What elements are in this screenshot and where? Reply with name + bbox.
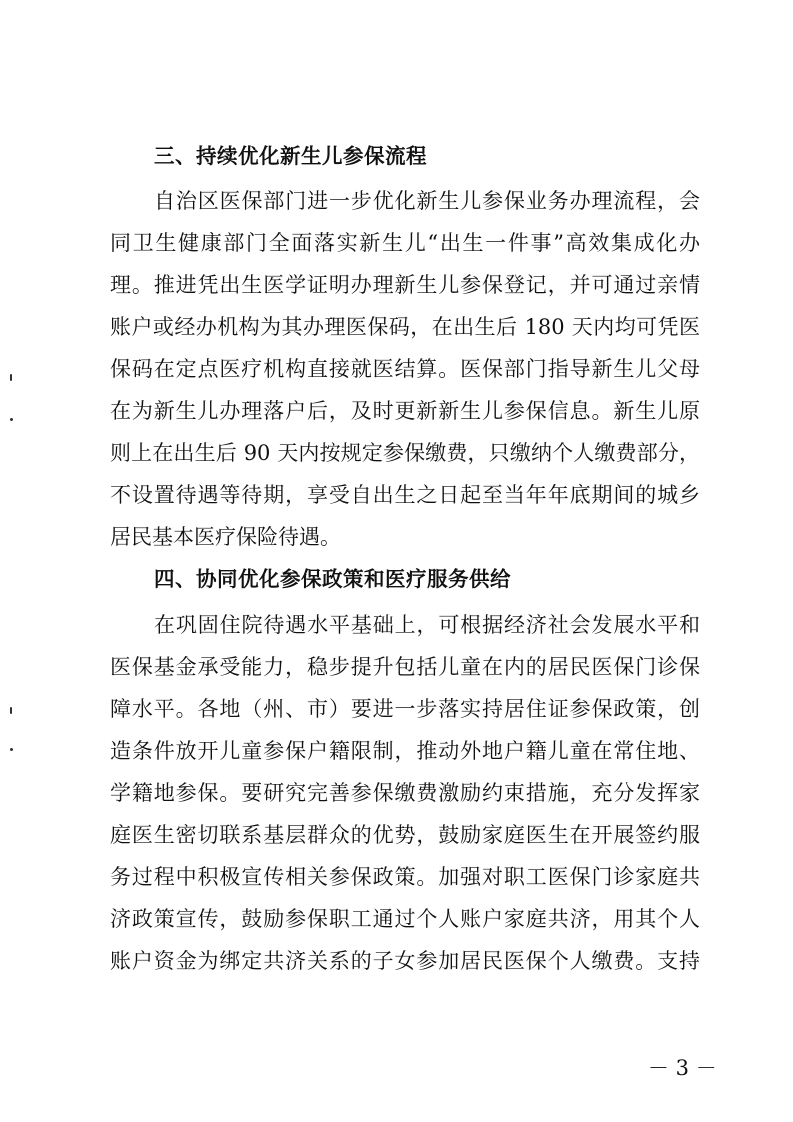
binding-mark (10, 748, 13, 751)
paragraph-line: 账户资金为绑定共济关系的子女参加居民医保个人缴费。支持 (110, 949, 700, 973)
paragraph-line: 医保基金承受能力，稳步提升包括儿童在内的居民医保门诊保 (110, 655, 700, 679)
paragraph-line: 在巩固住院待遇水平基础上，可根据经济社会发展水平和 (154, 613, 700, 637)
paragraph-line: 同卫生健康部门全面落实新生儿“出生一件事”高效集成化办 (110, 231, 700, 255)
paragraph-line: 居民基本医疗保险待遇。 (110, 525, 341, 549)
paragraph-line: 理。推进凭出生医学证明办理新生儿参保登记，并可通过亲情 (110, 273, 700, 297)
paragraph-line: 在为新生儿办理落户后，及时更新新生儿参保信息。新生儿原 (110, 399, 700, 423)
paragraph-line: 自治区医保部门进一步优化新生儿参保业务办理流程，会 (154, 189, 700, 213)
paragraph-line: 不设置待遇等待期，享受自出生之日起至当年年底期间的城乡 (110, 483, 700, 507)
paragraph-line: 造条件放开儿童参保户籍限制，推动外地户籍儿童在常住地、 (110, 739, 700, 763)
binding-mark (10, 374, 12, 381)
paragraph-line: 学籍地参保。要研究完善参保缴费激励约束措施，充分发挥家 (110, 781, 700, 805)
paragraph-line: 济政策宣传，鼓励参保职工通过个人账户家庭共济，用其个人 (110, 907, 700, 931)
paragraph-line: 则上在出生后 90 天内按规定参保缴费，只缴纳个人缴费部分， (110, 441, 700, 465)
binding-mark (10, 707, 12, 714)
paragraph-line: 账户或经办机构为其办理医保码，在出生后 180 天内均可凭医 (110, 315, 700, 339)
paragraph-line: 保码在定点医疗机构直接就医结算。医保部门指导新生儿父母 (110, 357, 700, 381)
page-number: － 3 － (648, 1056, 717, 1080)
paragraph-line: 务过程中积极宣传相关参保政策。加强对职工医保门诊家庭共 (110, 865, 700, 889)
binding-mark (10, 418, 13, 421)
section-3-heading: 三、持续优化新生儿参保流程 (154, 144, 427, 168)
section-4-heading: 四、协同优化参保政策和医疗服务供给 (154, 567, 511, 591)
paragraph-line: 庭医生密切联系基层群众的优势，鼓励家庭医生在开展签约服 (110, 823, 700, 847)
paragraph-line: 障水平。各地（州、市）要进一步落实持居住证参保政策，创 (110, 697, 700, 721)
